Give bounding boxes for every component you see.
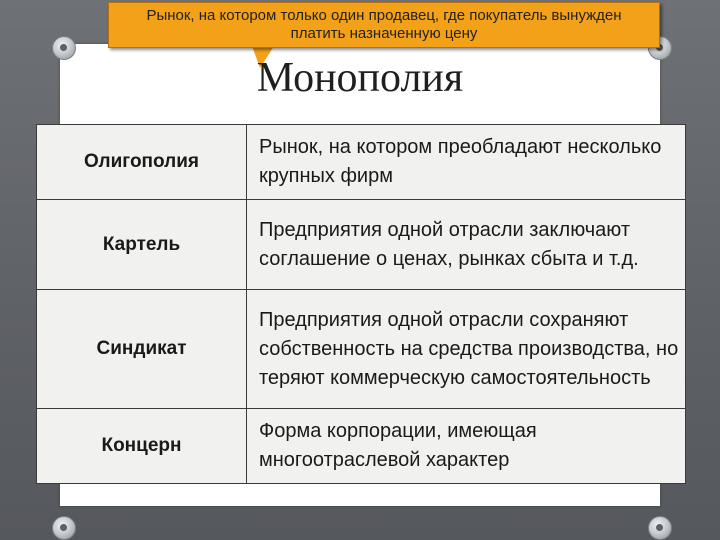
definition-callout [108,2,660,48]
definition-cell: Предприятия одной отрасли заключают соглашение о ценах, рынках сбыта и т.д. [247,200,686,290]
slide-title: Монополия [256,55,464,101]
definition-cell: Рынок, на котором преобладают несколько крупных фирм [247,125,686,200]
binder-hole-bottom-right [648,516,672,540]
definition-cell: Предприятия одной отрасли сохраняют собственность на средства производства, но теряют коммерческую самостоятельность [247,290,686,409]
market-structures-table [36,124,686,484]
term-cell: Синдикат [37,290,247,409]
table-row [37,125,686,200]
term-cell: Олигополия [37,125,247,200]
binder-hole-bottom-left [52,516,76,540]
table-row [37,290,686,409]
table-row [37,409,686,484]
callout-text: Рынок, на котором только один продавец, где покупатель вынужден платить назначенную цену [146,7,622,42]
term-cell: Концерн [37,409,247,484]
table-row [37,200,686,290]
term-cell: Картель [37,200,247,290]
definition-cell: Форма корпорации, имеющая многоотраслевой характер [247,409,686,484]
binder-hole-top-left [52,36,76,60]
